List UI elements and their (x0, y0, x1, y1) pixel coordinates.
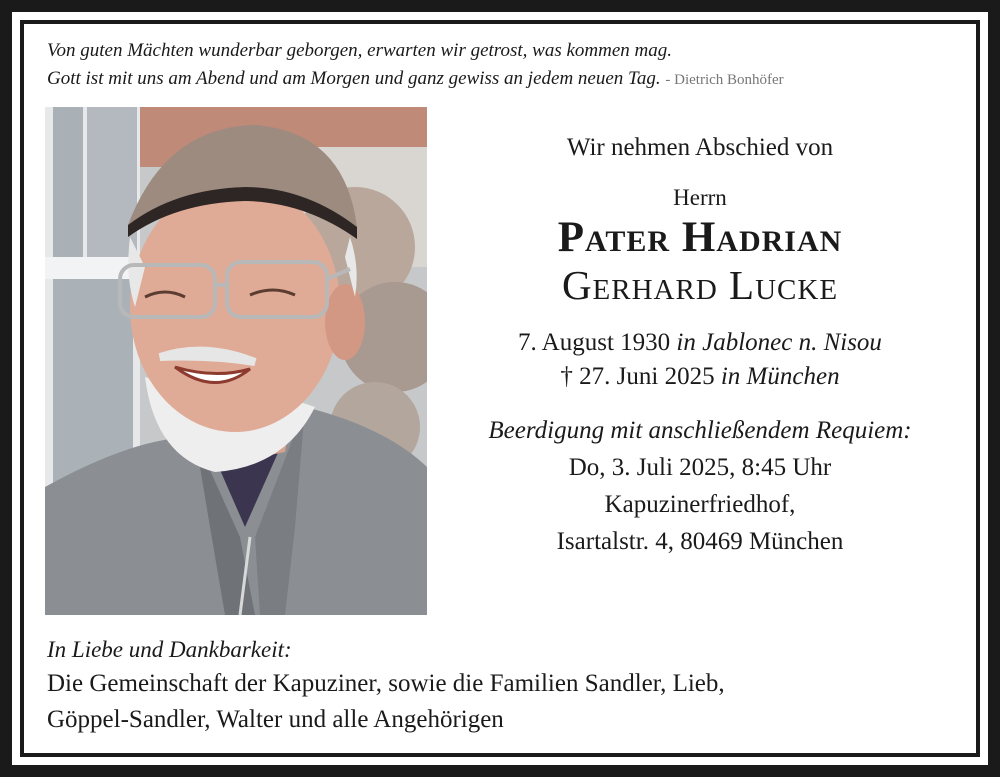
intro-text: Wir nehmen Abschied von (566, 134, 834, 161)
birth-line (460, 326, 940, 360)
death-date: † 27. Juni 2025 (560, 363, 715, 390)
death-place: in München (720, 363, 840, 390)
closing-block (47, 634, 947, 738)
portrait-photo (45, 107, 427, 615)
mourners-line-2: Göppel-Sandler, Walter und alle Angehörigen (47, 706, 504, 733)
quote-line-1: Von guten Mächten wunderbar geborgen, erwarten wir getrost, was kommen mag. (47, 40, 673, 61)
deceased-name-line-1: Pater Hadrian (557, 214, 843, 261)
funeral-place: Kapuzinerfriedhof, (604, 491, 796, 518)
mourners-line-1: Die Gemeinschaft der Kapuziner, sowie die Familien Sandler, Lieb, (47, 670, 725, 697)
quote-author: - Dietrich Bonhöfer (665, 72, 784, 88)
notice-block (460, 128, 940, 560)
closing-label: In Liebe und Dankbarkeit: (47, 637, 292, 662)
funeral-address: Isartalstr. 4, 80469 München (556, 528, 844, 555)
death-line (460, 360, 940, 394)
life-dates (460, 326, 940, 394)
salutation: Herrn (673, 185, 727, 210)
quote-line-2: Gott ist mit uns am Abend und am Morgen und ganz gewiss an jedem neuen Tag. - Dietrich Bonhöfer (47, 68, 784, 89)
birth-date: 7. August 1930 (518, 329, 671, 356)
funeral-label: Beerdigung mit anschließendem Requiem: (488, 417, 912, 444)
deceased-name-line-2: Gerhard Lucke (561, 262, 839, 308)
birth-place: in Jablonec n. Nisou (676, 329, 882, 356)
funeral-details (460, 412, 940, 560)
funeral-datetime: Do, 3. Juli 2025, 8:45 Uhr (568, 454, 832, 481)
bonhoeffer-quote (47, 37, 947, 94)
